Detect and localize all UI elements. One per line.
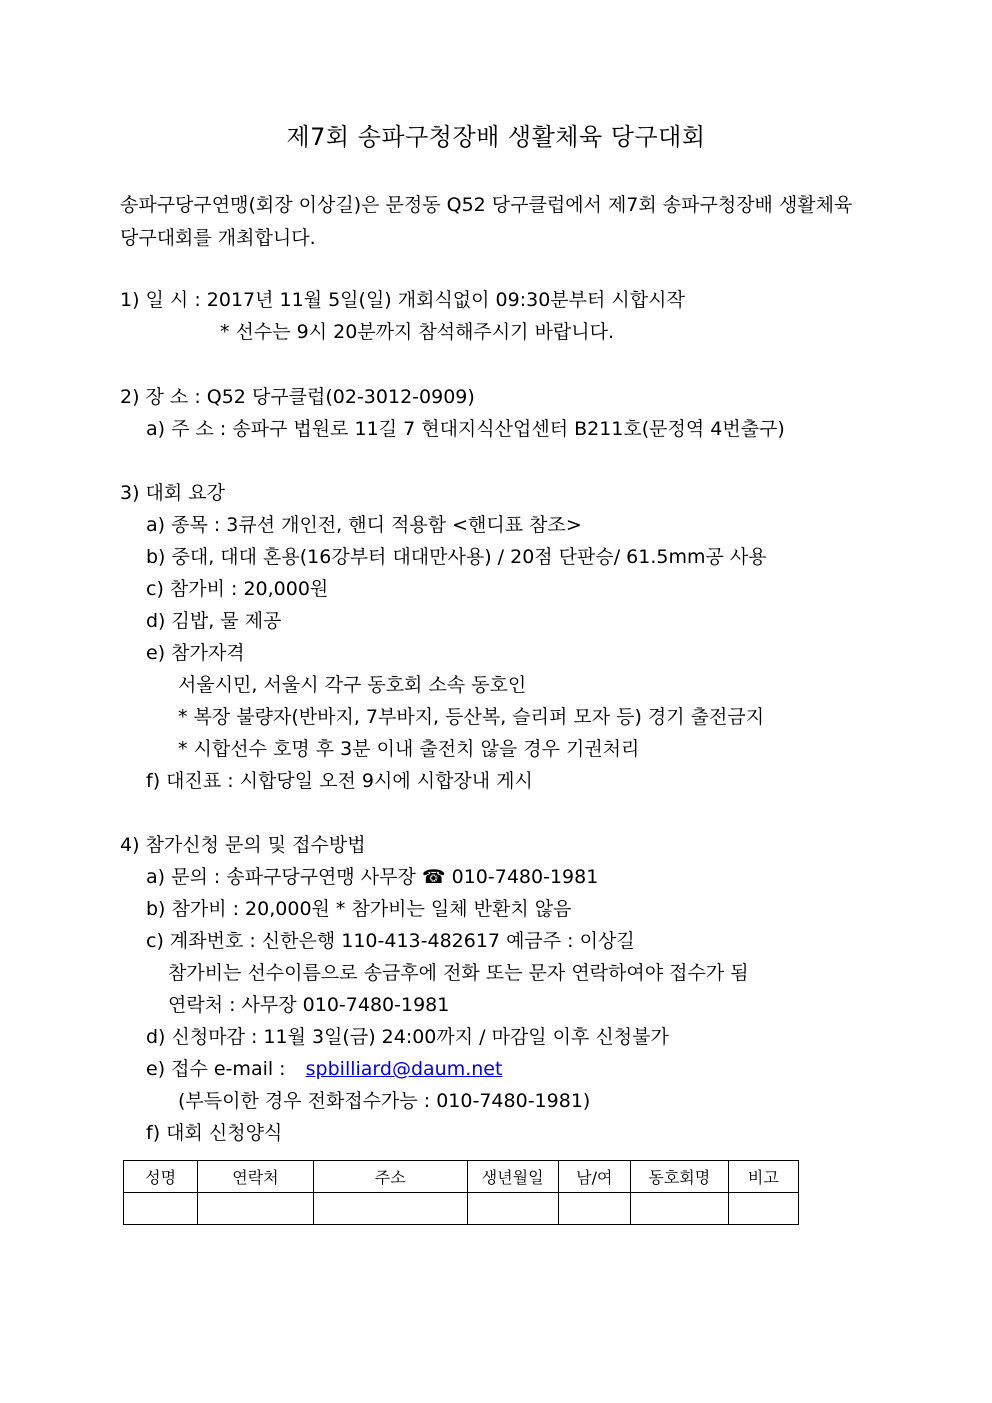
cell-birthdate[interactable] — [467, 1193, 558, 1225]
apply-item-c-detail-1: 참가비는 선수이름으로 송금후에 전화 또는 문자 연락하여야 접수가 됨 — [168, 962, 749, 984]
cell-address[interactable] — [313, 1193, 467, 1225]
schedule-heading: 1) 일 시 : 2017년 11월 5일(일) 개회식없이 09:30분부터 시합시작 — [120, 289, 685, 311]
cell-contact[interactable] — [198, 1193, 314, 1225]
apply-item-c-detail-2: 연락처 : 사무장 010-7480-1981 — [168, 994, 450, 1016]
intro-line-2: 당구대회를 개최합니다. — [120, 227, 316, 249]
email-label: e) 접수 e-mail : — [146, 1058, 286, 1080]
header-club: 동호회명 — [630, 1161, 728, 1193]
header-remarks: 비고 — [728, 1161, 798, 1193]
rules-item-d: d) 김밥, 물 제공 — [146, 610, 282, 632]
rules-item-e: e) 참가자격 — [146, 642, 245, 664]
apply-item-d: d) 신청마감 : 11월 3일(금) 24:00까지 / 마감일 이후 신청불가 — [146, 1026, 669, 1048]
rules-item-c: c) 참가비 : 20,000원 — [146, 578, 329, 600]
venue-address: a) 주 소 : 송파구 법원로 11길 7 현대지식산업센터 B211호(문정역 4번출구) — [146, 418, 785, 440]
apply-item-c: c) 계좌번호 : 신한은행 110-413-482617 예금주 : 이상길 — [146, 930, 635, 952]
intro-line-1: 송파구당구연맹(회장 이상길)은 문정동 Q52 당구클럽에서 제7회 송파구청장배 생활체육 — [120, 194, 853, 216]
rules-item-e-detail-1: 서울시민, 서울시 각구 동호회 소속 동호인 — [178, 674, 527, 696]
rules-item-f: f) 대진표 : 시합당일 오전 9시에 시합장내 게시 — [146, 770, 533, 792]
email-link[interactable]: spbilliard@daum.net — [305, 1058, 503, 1080]
page-title: 제7회 송파구청장배 생활체육 당구대회 — [286, 123, 706, 151]
header-address: 주소 — [313, 1161, 467, 1193]
rules-item-a: a) 종목 : 3큐션 개인전, 핸디 적용함 <핸디표 참조> — [146, 514, 582, 536]
cell-name[interactable] — [124, 1193, 198, 1225]
rules-item-e-detail-2: * 복장 불량자(반바지, 7부바지, 등산복, 슬리퍼 모자 등) 경기 출전금지 — [178, 706, 765, 728]
apply-item-f: f) 대회 신청양식 — [146, 1122, 283, 1144]
apply-item-b: b) 참가비 : 20,000원 * 참가비는 일체 반환치 않음 — [146, 898, 572, 920]
apply-item-a: a) 문의 : 송파구당구연맹 사무장 ☎ 010-7480-1981 — [146, 866, 599, 888]
rules-heading: 3) 대회 요강 — [120, 482, 225, 504]
header-contact: 연락처 — [198, 1161, 314, 1193]
venue-heading: 2) 장 소 : Q52 당구클럽(02-3012-0909) — [120, 386, 475, 408]
apply-item-e — [146, 1057, 502, 1081]
apply-heading: 4) 참가신청 문의 및 접수방법 — [120, 834, 366, 856]
schedule-note: * 선수는 9시 20분까지 참석해주시기 바랍니다. — [220, 321, 615, 343]
form-entry-row[interactable] — [124, 1193, 799, 1225]
rules-item-b: b) 중대, 대대 혼용(16강부터 대대만사용) / 20점 단판승/ 61.5mm공 사용 — [146, 546, 767, 568]
application-form-table — [123, 1160, 799, 1225]
cell-gender[interactable] — [558, 1193, 630, 1225]
header-name: 성명 — [124, 1161, 198, 1193]
cell-remarks[interactable] — [728, 1193, 798, 1225]
cell-club[interactable] — [630, 1193, 728, 1225]
header-birthdate: 생년월일 — [467, 1161, 558, 1193]
apply-item-e-note: (부득이한 경우 전화접수가능 : 010-7480-1981) — [178, 1090, 591, 1112]
form-header-row — [124, 1161, 799, 1193]
rules-item-e-detail-3: * 시합선수 호명 후 3분 이내 출전치 않을 경우 기권처리 — [178, 738, 640, 760]
header-gender: 남/여 — [558, 1161, 630, 1193]
